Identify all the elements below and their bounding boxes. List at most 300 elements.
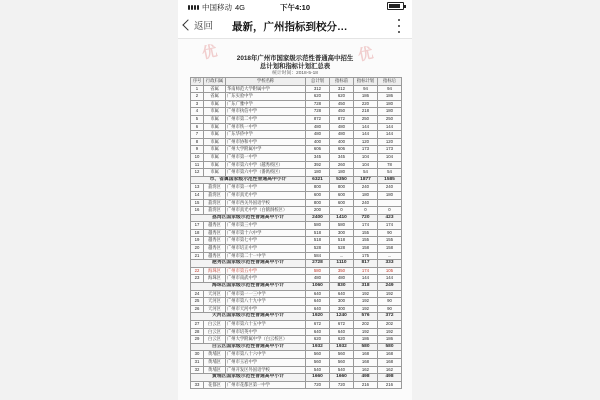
- table-cell: 广州市南武中学: [226, 275, 306, 283]
- table-cell: 168: [354, 351, 378, 359]
- table-cell: 640: [330, 290, 354, 298]
- table-cell: 155: [354, 229, 378, 237]
- table-cell: 800: [306, 199, 330, 207]
- table-cell: 640: [306, 298, 330, 306]
- table-cell: 192: [354, 328, 378, 336]
- table-cell: 1410: [330, 214, 354, 222]
- table-row: [191, 237, 402, 245]
- table-cell: 528: [306, 245, 330, 253]
- table-cell: 黄埔区国家级示范性普通高中小计: [191, 374, 306, 382]
- table-cell: 8: [191, 138, 204, 146]
- table-cell: 28: [191, 328, 204, 336]
- table-cell: 广州市第十六中学: [226, 229, 306, 237]
- table-cell: 22: [191, 267, 204, 275]
- table-cell: 312: [330, 85, 354, 93]
- table-cell: 168: [378, 358, 402, 366]
- table-cell: 728: [306, 108, 330, 116]
- subtotal-row: [191, 343, 402, 351]
- table-cell: 872: [330, 115, 354, 123]
- table-cell: 海珠区: [204, 275, 226, 283]
- table-cell: 174: [354, 267, 378, 275]
- table-row: [191, 321, 402, 329]
- table-cell: 180: [378, 191, 402, 199]
- table-cell: 180: [330, 169, 354, 177]
- table-cell: 广州开发区外国语学校: [226, 366, 306, 374]
- table-cell: 广东实验中学: [226, 93, 306, 101]
- table-cell: 392: [306, 161, 330, 169]
- table-cell: 90: [378, 229, 402, 237]
- table-cell: 广州市第七中学: [226, 237, 306, 245]
- table-cell: 2400: [306, 214, 330, 222]
- battery-icon: [387, 2, 404, 10]
- table-cell: 186: [378, 336, 402, 344]
- table-cell: 1060: [306, 283, 330, 291]
- table-cell: 180: [306, 169, 330, 177]
- table-cell: 12: [191, 169, 204, 177]
- table-cell: 华南师范大学附属中学: [226, 85, 306, 93]
- table-row: [191, 108, 402, 116]
- table-cell: 广州市执信中学: [226, 108, 306, 116]
- table-cell: 800: [306, 184, 330, 192]
- table-cell: 192: [354, 290, 378, 298]
- table-row: [191, 290, 402, 298]
- table-row: [191, 366, 402, 374]
- table-cell: 广州市第二中学: [226, 115, 306, 123]
- table-cell: 越秀区国家级示范性普通高中小计: [191, 260, 306, 268]
- column-header: 学校名称: [226, 78, 306, 86]
- table-row: [191, 191, 402, 199]
- table-row: [191, 245, 402, 253]
- table-cell: 300: [330, 298, 354, 306]
- table-cell: 19: [191, 237, 204, 245]
- table-cell: 越秀区: [204, 252, 226, 260]
- back-button[interactable]: [184, 18, 213, 32]
- subtotal-row: [191, 176, 402, 184]
- table-cell: 333: [378, 260, 402, 268]
- table-row: [191, 358, 402, 366]
- table-cell: 90: [378, 305, 402, 313]
- table-cell: 21: [191, 252, 204, 260]
- table-row: [191, 146, 402, 154]
- table-cell: [378, 199, 402, 207]
- table-cell: 480: [330, 123, 354, 131]
- table-row: [191, 298, 402, 306]
- table-cell: 10: [191, 153, 204, 161]
- table-cell: 广州市西关外国语学校: [226, 199, 306, 207]
- table-cell: 480: [330, 131, 354, 139]
- table-row: [191, 305, 402, 313]
- table-cell: 越秀区: [204, 229, 226, 237]
- table-cell: 672: [306, 321, 330, 329]
- table-row: [191, 199, 402, 207]
- table-cell: 白云区: [204, 321, 226, 329]
- table-cell: 400: [306, 138, 330, 146]
- table-cell: 174: [354, 222, 378, 230]
- table-cell: 广州市第八十六中学: [226, 351, 306, 359]
- table-cell: 海珠区: [204, 267, 226, 275]
- table-cell: 104: [354, 161, 378, 169]
- table-cell: 1585: [378, 176, 402, 184]
- table-cell: 广州市第六中学（越秀校区）: [226, 161, 306, 169]
- table-cell: 144: [354, 275, 378, 283]
- subtotal-row: [191, 260, 402, 268]
- table-cell: 黄埔区: [204, 366, 226, 374]
- table-cell: 广州市第六中学（番禺校区）: [226, 169, 306, 177]
- table-cell: 白云区: [204, 336, 226, 344]
- table-cell: 498: [378, 374, 402, 382]
- table-cell: 580: [354, 343, 378, 351]
- table-cell: 黄埔区: [204, 358, 226, 366]
- table-cell: 11: [191, 161, 204, 169]
- table-cell: 200: [306, 207, 330, 215]
- table-cell: 1932: [330, 343, 354, 351]
- table-cell: 168: [378, 351, 402, 359]
- table-cell: 9: [191, 146, 204, 154]
- table-cell: 广州大学附属中学: [226, 146, 306, 154]
- table-cell: 市属: [204, 123, 226, 131]
- table-cell: 广州市第六十五中学: [226, 321, 306, 329]
- table-cell: 0: [330, 207, 354, 215]
- table-cell: ...: [330, 252, 354, 260]
- table-cell: 104: [354, 153, 378, 161]
- table-row: [191, 275, 402, 283]
- table-cell: 580: [306, 222, 330, 230]
- table-cell: 372: [378, 313, 402, 321]
- table-cell: 广州市第一一三中学: [226, 290, 306, 298]
- page-title: 最新，广州指标到校分…: [232, 21, 348, 33]
- column-header: 总计划: [306, 78, 330, 86]
- table-cell: 广州市第二十一中学: [226, 252, 306, 260]
- table-cell: 250: [354, 115, 378, 123]
- admissions-table: [190, 77, 402, 389]
- table-cell: 市属: [204, 138, 226, 146]
- table-cell: 202: [354, 321, 378, 329]
- table-cell: 158: [378, 245, 402, 253]
- table-cell: 260: [330, 161, 354, 169]
- table-cell: 天河区: [204, 298, 226, 306]
- table-cell: 33: [191, 381, 204, 389]
- table-cell: 872: [306, 115, 330, 123]
- table-cell: 越秀区: [204, 237, 226, 245]
- table-cell: 32: [191, 366, 204, 374]
- table-cell: 14: [191, 191, 204, 199]
- table-cell: 54: [354, 169, 378, 177]
- table-cell: 广州市第五中学: [226, 267, 306, 275]
- table-cell: 荔湾区国家级示范性普通高中小计: [191, 214, 306, 222]
- table-cell: 162: [378, 366, 402, 374]
- table-row: [191, 252, 402, 260]
- table-cell: 广东广雅中学: [226, 100, 306, 108]
- table-cell: 300: [330, 229, 354, 237]
- table-cell: 105: [378, 267, 402, 275]
- table-cell: 498: [354, 374, 378, 382]
- more-menu-icon[interactable]: [392, 19, 406, 33]
- table-row: [191, 161, 402, 169]
- table-cell: 31: [191, 358, 204, 366]
- table-cell: 173: [354, 146, 378, 154]
- table-cell: 78: [378, 161, 402, 169]
- table-cell: 576: [354, 313, 378, 321]
- table-cell: 218: [354, 108, 378, 116]
- table-cell: 120: [378, 138, 402, 146]
- table-cell: 1240: [330, 313, 354, 321]
- column-header: 指标后: [378, 78, 402, 86]
- table-cell: 26: [191, 305, 204, 313]
- subtotal-row: [191, 313, 402, 321]
- table-cell: 144: [378, 275, 402, 283]
- table-cell: 168: [354, 358, 378, 366]
- network-label: 4G: [235, 3, 246, 12]
- table-cell: 720: [330, 381, 354, 389]
- table-cell: 560: [330, 358, 354, 366]
- table-cell: 越秀区: [204, 245, 226, 253]
- table-cell: 144: [354, 131, 378, 139]
- table-cell: 荔湾区: [204, 199, 226, 207]
- column-header: 序号: [191, 78, 204, 86]
- table-cell: 94: [354, 85, 378, 93]
- table-cell: 市、省属国家级示范性普通高中小计: [191, 176, 306, 184]
- table-cell: 6321: [306, 176, 330, 184]
- table-cell: 560: [306, 358, 330, 366]
- table-cell: 584: [306, 252, 330, 260]
- table-row: [191, 207, 402, 215]
- table-cell: 620: [330, 336, 354, 344]
- table-cell: 15: [191, 199, 204, 207]
- table-cell: 518: [306, 229, 330, 237]
- table-cell: 423: [378, 214, 402, 222]
- table-cell: 580: [330, 222, 354, 230]
- status-right: [387, 2, 404, 10]
- table-row: [191, 184, 402, 192]
- table-cell: 480: [306, 131, 330, 139]
- table-cell: 广州市花都区第一中学: [226, 381, 306, 389]
- table-cell: 天河区: [204, 305, 226, 313]
- table-row: [191, 351, 402, 359]
- table-cell: 345: [330, 153, 354, 161]
- document-image: [178, 39, 412, 400]
- table-cell: 越秀区: [204, 222, 226, 230]
- nav-bar: [178, 14, 412, 39]
- table-cell: 23: [191, 275, 204, 283]
- table-cell: 2: [191, 93, 204, 101]
- table-cell: 0: [354, 207, 378, 215]
- table-cell: 250: [378, 115, 402, 123]
- table-cell: 606: [330, 146, 354, 154]
- table-cell: 175: [354, 252, 378, 260]
- table-cell: 540: [330, 366, 354, 374]
- table-cell: 480: [330, 275, 354, 283]
- table-cell: 192: [354, 305, 378, 313]
- table-row: [191, 93, 402, 101]
- table-cell: 817: [354, 260, 378, 268]
- table-cell: 3: [191, 100, 204, 108]
- status-bar: [178, 0, 412, 14]
- table-cell: 省属: [204, 85, 226, 93]
- table-body: [191, 85, 402, 389]
- table-cell: 518: [330, 237, 354, 245]
- table-cell: 花都区: [204, 381, 226, 389]
- table-cell: 120: [354, 138, 378, 146]
- table-cell: 220: [354, 100, 378, 108]
- table-cell: 广州市协和中学: [226, 138, 306, 146]
- table-cell: 202: [378, 321, 402, 329]
- table-cell: 640: [306, 305, 330, 313]
- table-cell: 540: [306, 366, 330, 374]
- table-cell: 广州市第一中学: [226, 153, 306, 161]
- table-cell: 市属: [204, 146, 226, 154]
- table-cell: 158: [354, 245, 378, 253]
- table-cell: 0: [378, 207, 402, 215]
- clock: 下午4:10: [279, 3, 310, 12]
- table-cell: 1877: [354, 176, 378, 184]
- table-cell: 155: [378, 237, 402, 245]
- table-cell: 4: [191, 108, 204, 116]
- table-cell: 27: [191, 321, 204, 329]
- table-cell: 1932: [306, 343, 330, 351]
- table-cell: 25: [191, 298, 204, 306]
- table-cell: 7: [191, 131, 204, 139]
- table-cell: 144: [378, 131, 402, 139]
- table-cell: 240: [378, 184, 402, 192]
- table-row: [191, 381, 402, 389]
- table-cell: 5350: [330, 176, 354, 184]
- table-cell: 249: [378, 283, 402, 291]
- table-cell: 1660: [306, 374, 330, 382]
- chevron-left-icon: [182, 19, 193, 30]
- subtotal-row: [191, 214, 402, 222]
- table-cell: 173: [378, 146, 402, 154]
- back-label: 返回: [194, 21, 214, 32]
- table-header-row: [191, 78, 402, 86]
- table-row: [191, 85, 402, 93]
- table-cell: 192: [378, 328, 402, 336]
- subtotal-row: [191, 283, 402, 291]
- table-cell: 144: [354, 123, 378, 131]
- table-cell: 192: [354, 298, 378, 306]
- table-cell: 1110: [330, 260, 354, 268]
- table-cell: 18: [191, 229, 204, 237]
- table-cell: 180: [378, 108, 402, 116]
- table-cell: 720: [354, 214, 378, 222]
- table-row: [191, 153, 402, 161]
- table-cell: 1: [191, 85, 204, 93]
- table-cell: 天河区: [204, 290, 226, 298]
- table-cell: 450: [330, 108, 354, 116]
- table-cell: ...: [378, 252, 402, 260]
- table-cell: 天河区国家级示范性普通高中小计: [191, 313, 306, 321]
- table-cell: 广州大学附属中学（白云校区）: [226, 336, 306, 344]
- phone-screen: [178, 0, 412, 400]
- watermark: 优: [356, 44, 375, 65]
- table-row: [191, 138, 402, 146]
- table-cell: 1920: [306, 313, 330, 321]
- table-cell: 240: [354, 199, 378, 207]
- table-cell: 186: [354, 93, 378, 101]
- table-cell: 155: [354, 237, 378, 245]
- subtotal-row: [191, 374, 402, 382]
- table-cell: 海珠区国家级示范性普通高中小计: [191, 283, 306, 291]
- table-cell: 580: [306, 267, 330, 275]
- table-cell: 350: [330, 267, 354, 275]
- table-cell: 600: [330, 191, 354, 199]
- table-cell: 广州市玉岩中学: [226, 358, 306, 366]
- table-cell: 广州市培英中学: [226, 328, 306, 336]
- table-cell: 180: [354, 191, 378, 199]
- table-cell: 6: [191, 123, 204, 131]
- table-cell: 192: [378, 290, 402, 298]
- table-cell: 480: [306, 123, 330, 131]
- table-cell: 广州市培正中学: [226, 245, 306, 253]
- table-cell: 市属: [204, 115, 226, 123]
- table-cell: 广州市真光中学: [226, 191, 306, 199]
- table-cell: 荔湾区: [204, 184, 226, 192]
- table-cell: 24: [191, 290, 204, 298]
- column-header: 指标计划: [354, 78, 378, 86]
- table-cell: 480: [306, 275, 330, 283]
- document-date: 统计时间：2018-5-18: [272, 71, 318, 76]
- table-cell: 518: [306, 237, 330, 245]
- table-row: [191, 336, 402, 344]
- table-cell: 广州市第八十九中学: [226, 298, 306, 306]
- table-cell: 606: [306, 146, 330, 154]
- table-cell: 94: [378, 85, 402, 93]
- table-cell: 560: [306, 351, 330, 359]
- table-cell: 720: [306, 381, 330, 389]
- table-cell: 黄埔区: [204, 351, 226, 359]
- table-cell: 54: [378, 169, 402, 177]
- table-row: [191, 229, 402, 237]
- document-subtitle: 总计划和指标计划汇总表: [259, 63, 331, 70]
- table-cell: 2728: [306, 260, 330, 268]
- table-cell: 市属: [204, 131, 226, 139]
- table-cell: 728: [306, 100, 330, 108]
- table-cell: 荔湾区: [204, 191, 226, 199]
- table-cell: 180: [378, 100, 402, 108]
- table-cell: 市属: [204, 100, 226, 108]
- table-cell: 240: [354, 184, 378, 192]
- table-cell: 广州市第一中学: [226, 184, 306, 192]
- table-cell: 672: [330, 321, 354, 329]
- table-row: [191, 267, 402, 275]
- table-row: [191, 100, 402, 108]
- table-cell: 白云区: [204, 328, 226, 336]
- table-cell: 300: [330, 305, 354, 313]
- table-row: [191, 115, 402, 123]
- table-cell: 560: [330, 351, 354, 359]
- table-row: [191, 123, 402, 131]
- table-cell: 省属: [204, 93, 226, 101]
- table-cell: 市属: [204, 161, 226, 169]
- table-cell: 600: [330, 199, 354, 207]
- table-cell: 640: [306, 328, 330, 336]
- table-cell: 162: [354, 366, 378, 374]
- table-cell: 318: [354, 283, 378, 291]
- table-cell: 90: [378, 298, 402, 306]
- document-title: 2018年广州市国家级示范性普通高中招生: [236, 55, 354, 62]
- table-cell: 830: [330, 283, 354, 291]
- carrier-label: 中国移动: [202, 3, 232, 12]
- table-cell: 174: [378, 222, 402, 230]
- table-cell: 600: [306, 191, 330, 199]
- table-cell: 市属: [204, 169, 226, 177]
- table-cell: 144: [378, 123, 402, 131]
- table-cell: 580: [378, 343, 402, 351]
- table-cell: 广州市铁一中学: [226, 123, 306, 131]
- table-cell: 30: [191, 351, 204, 359]
- table-cell: 29: [191, 336, 204, 344]
- table-cell: 640: [330, 328, 354, 336]
- table-cell: 广州市真光中学（白鹤洞校区）: [226, 207, 306, 215]
